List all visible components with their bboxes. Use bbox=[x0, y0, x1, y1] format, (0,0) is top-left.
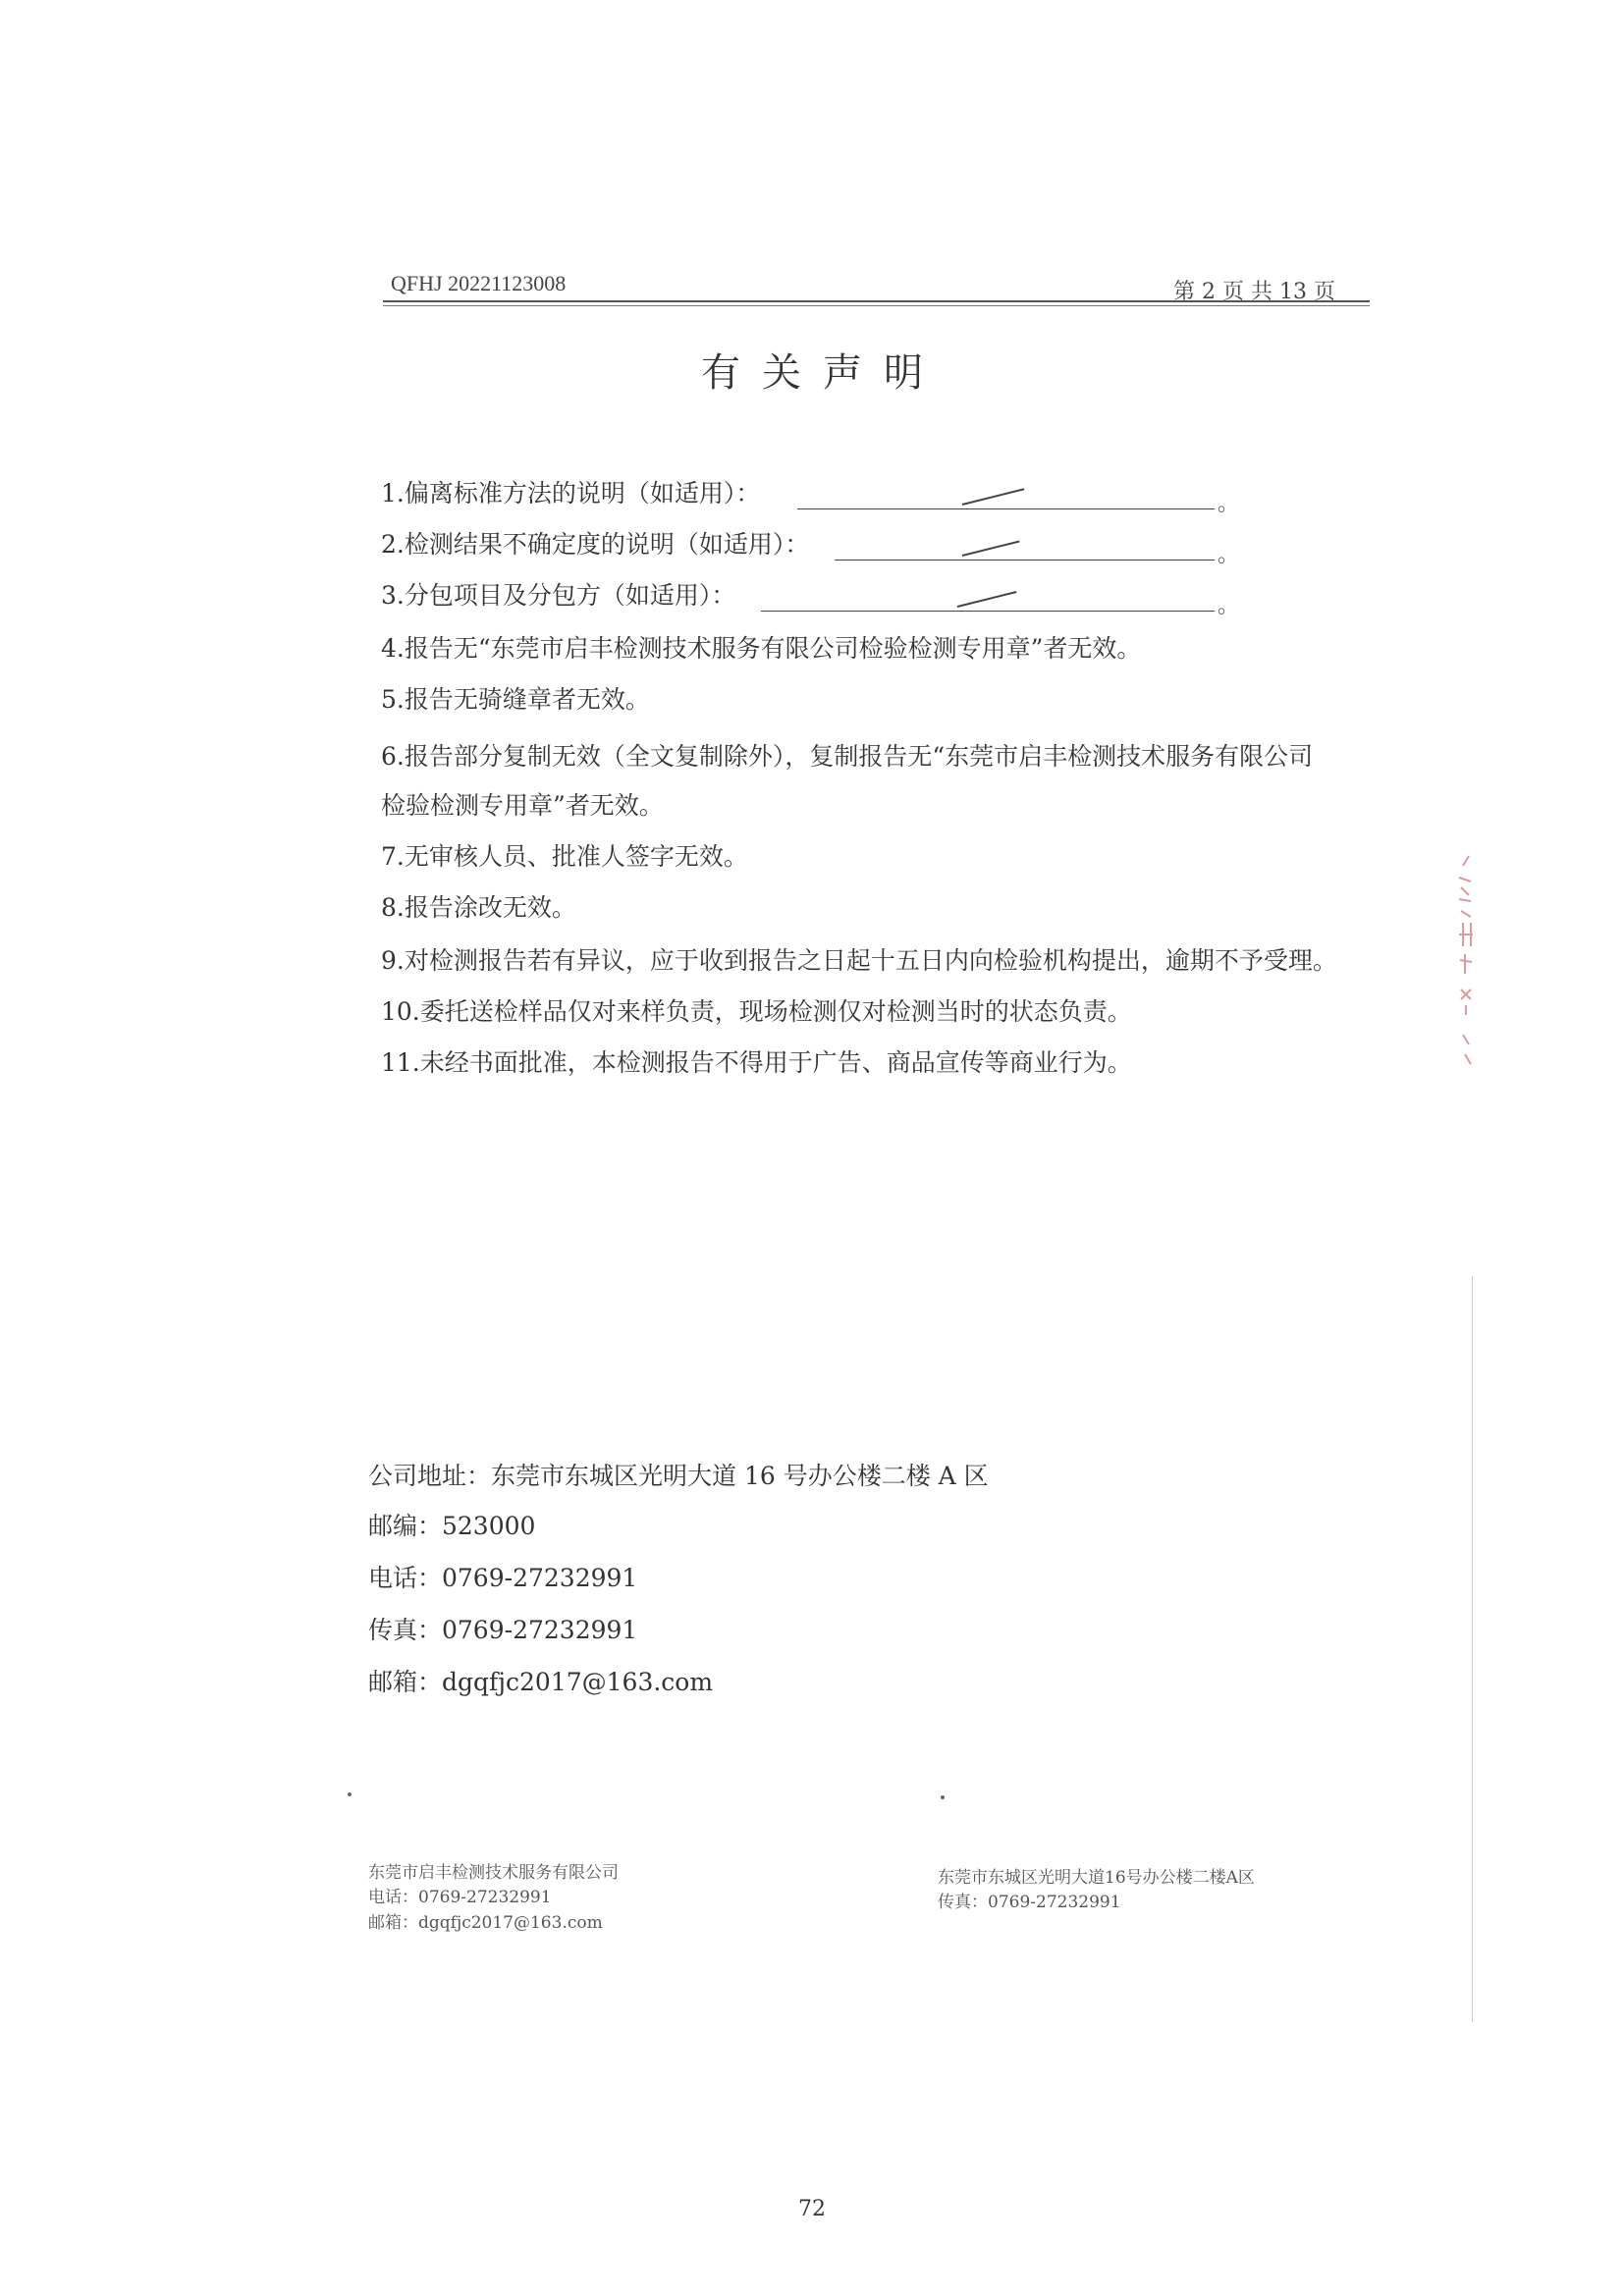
page-title: 有关声明 bbox=[701, 350, 945, 396]
page-number: 72 bbox=[798, 2197, 826, 2221]
statement-8: 8.报告涂改无效。 bbox=[381, 893, 576, 922]
statement-3: 3.分包项目及分包方（如适用）： bbox=[381, 581, 736, 610]
statement-2: 2.检测结果不确定度的说明（如适用）： bbox=[381, 530, 810, 559]
fax: 传真：0769-27232991 bbox=[368, 1616, 638, 1644]
postcode: 邮编：523000 bbox=[368, 1512, 536, 1540]
company-address: 公司地址：东莞市东城区光明大道 16 号办公楼二楼 A 区 bbox=[368, 1462, 989, 1490]
blank-line-2 bbox=[835, 560, 1215, 561]
statement-9: 9.对检测报告若有异议，应于收到报告之日起十五日内向检验机构提出，逾期不予受理。 bbox=[381, 946, 1337, 975]
blank-line-1 bbox=[797, 508, 1215, 509]
email: 邮箱：dgqfjc2017@163.com bbox=[368, 1668, 714, 1696]
statement-4: 4.报告无“东莞市启丰检测技术服务有限公司检验检测专用章”者无效。 bbox=[381, 634, 1142, 663]
blank-end-1: 。 bbox=[1218, 492, 1240, 516]
footer-address: 东莞市东城区光明大道16号办公楼二楼A区 bbox=[938, 1868, 1255, 1888]
blank-line-3 bbox=[761, 611, 1215, 612]
blank-end-3: 。 bbox=[1218, 594, 1240, 618]
not-applicable-mark-2 bbox=[962, 541, 1020, 557]
header-rule bbox=[383, 300, 1370, 302]
not-applicable-mark-3 bbox=[957, 591, 1017, 608]
statement-7: 7.无审核人员、批准人签字无效。 bbox=[381, 842, 748, 871]
page-info: 第 2 页 共 13 页 bbox=[1173, 280, 1335, 304]
footer-email: 邮箱：dgqfjc2017@163.com bbox=[368, 1913, 603, 1933]
statement-11: 11.未经书面批准，本检测报告不得用于广告、商品宣传等商业行为。 bbox=[381, 1048, 1132, 1077]
scan-speck bbox=[348, 1792, 352, 1796]
blank-end-2: 。 bbox=[1218, 543, 1240, 567]
footer-phone: 电话：0769-27232991 bbox=[368, 1888, 552, 1907]
footer-fax: 传真：0769-27232991 bbox=[938, 1893, 1121, 1912]
scan-edge bbox=[1472, 1276, 1473, 2022]
not-applicable-mark-1 bbox=[962, 488, 1025, 506]
statement-10: 10.委托送检样品仅对来样负责，现场检测仅对检测当时的状态负责。 bbox=[381, 997, 1132, 1026]
phone: 电话：0769-27232991 bbox=[368, 1564, 638, 1592]
statement-5: 5.报告无骑缝章者无效。 bbox=[381, 685, 650, 714]
footer-company: 东莞市启丰检测技术服务有限公司 bbox=[368, 1863, 619, 1883]
report-number: QFHJ 20221123008 bbox=[391, 271, 567, 295]
statement-6: 6.报告部分复制无效（全文复制除外），复制报告无“东莞市启丰检测技术服务有限公司 bbox=[381, 742, 1314, 771]
statement-6-cont: 检验检测专用章”者无效。 bbox=[381, 791, 664, 820]
scan-speck bbox=[941, 1795, 945, 1799]
header-rule-thin bbox=[383, 305, 1370, 306]
statement-1: 1.偏离标准方法的说明（如适用）： bbox=[381, 479, 761, 507]
partial-seal-stamp bbox=[1451, 852, 1477, 1068]
